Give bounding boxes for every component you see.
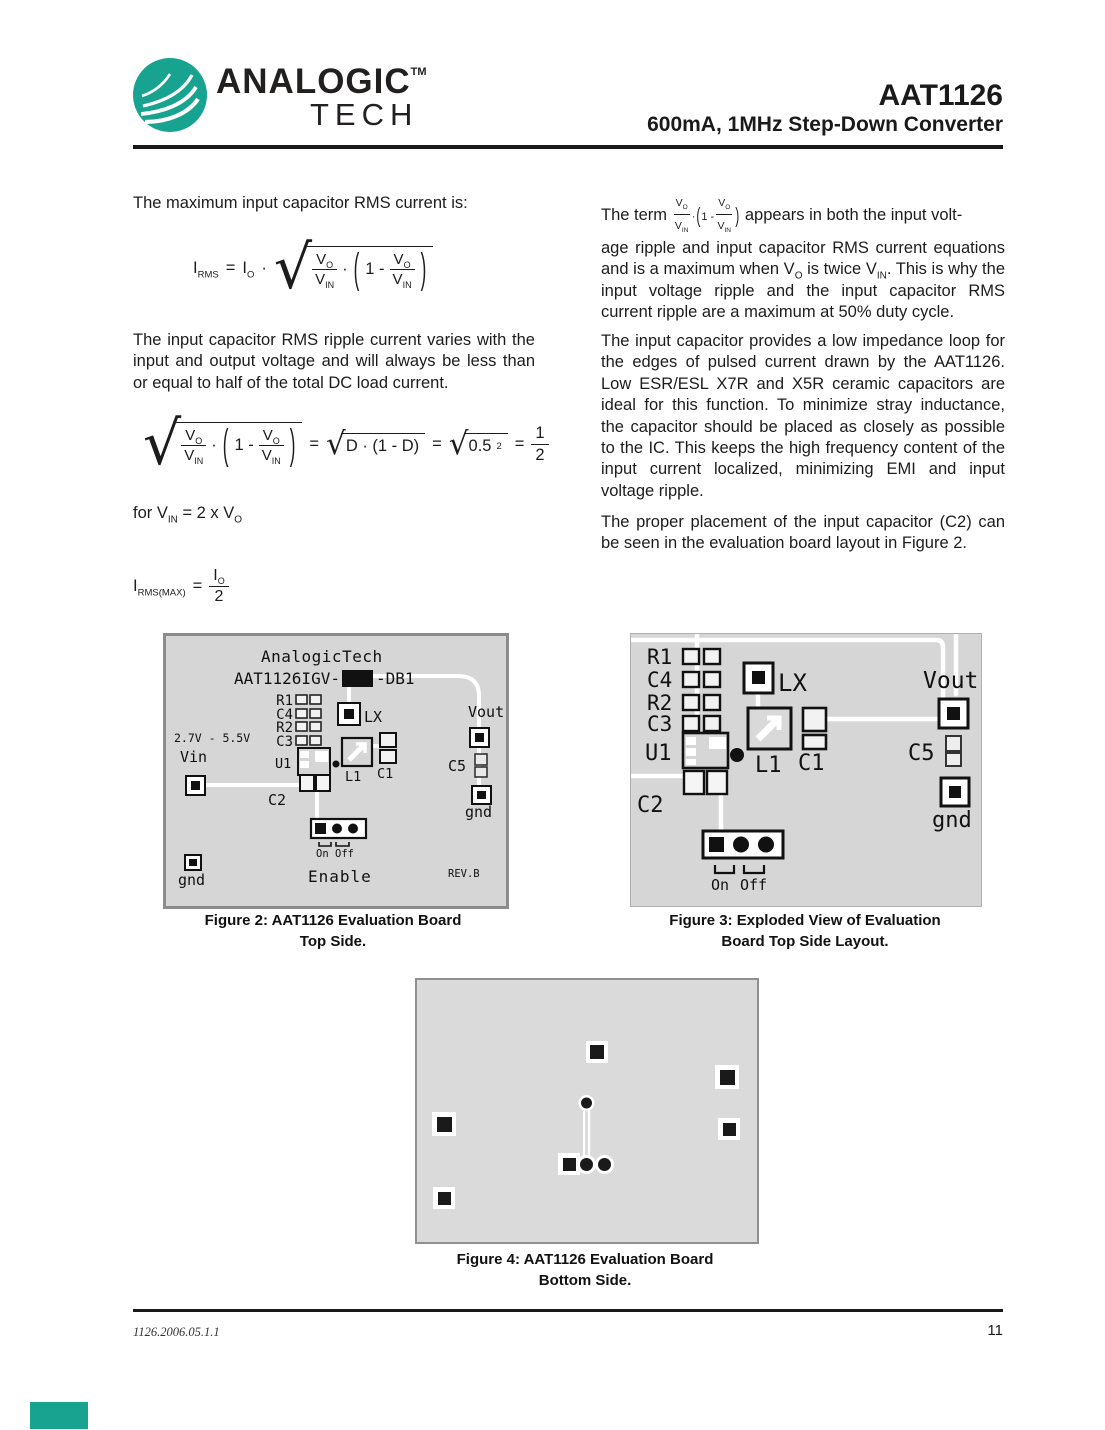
right-column-placement — [601, 512, 1005, 555]
svg-text:C2: C2 — [268, 791, 287, 809]
equation-irms-max: $I_{RMS(MAX)}$ = $\frac{I_O}{2}$ — [133, 567, 229, 606]
paragraph-max-rms-intro: The maximum input capacitor RMS current is: — [133, 194, 468, 212]
condition-line: for $V_{IN} = 2$ x $V_O$ — [133, 504, 243, 526]
svg-text:R2: R2 — [647, 691, 673, 715]
svg-text:L1: L1 — [755, 753, 782, 778]
page-title-part-number: AAT1126 — [878, 79, 1003, 112]
equation-duty-cycle: √ $\frac{V_O}{V_{IN}}$ · ( 1 - $\frac{V_O}{V_{IN}}$ ) = √ D · (1 - D) = √ 0.5 2 = $\frac{1}{2}$ — [143, 422, 549, 468]
svg-text:U1: U1 — [645, 741, 672, 766]
svg-text:C5: C5 — [908, 741, 935, 766]
passive-pads — [683, 649, 720, 731]
enable-header — [308, 819, 372, 886]
fraction-vo-vin: $\frac{V_O}{V_{IN}}$ — [181, 427, 206, 464]
passive-pads — [296, 695, 321, 745]
figure-4-caption: Figure 4: AAT1126 Evaluation Board Bottom Side. — [456, 1251, 714, 1289]
component-labels-left — [647, 645, 672, 736]
figure-2-caption: Figure 2: AAT1126 Evaluation Board Top Side. — [204, 912, 462, 950]
left-column-ripple — [133, 330, 535, 394]
fraction-one-half: $\frac{1}{2}$ — [531, 424, 548, 465]
radical: √ 0.5 2 — [449, 433, 508, 457]
input-range-label: 2.7V - 5.5V — [174, 731, 251, 745]
gnd-testpoint-left — [178, 855, 205, 889]
svg-text:U1: U1 — [275, 756, 292, 772]
vout-testpoint — [468, 703, 504, 747]
page-subtitle: 600mA, 1MHz Step-Down Converter — [647, 113, 1003, 136]
vin-testpoint — [186, 776, 205, 795]
svg-text:R1: R1 — [276, 693, 293, 709]
svg-text:On: On — [316, 848, 329, 860]
svg-text:gnd: gnd — [465, 803, 493, 821]
radical: √ D · (1 - D) — [326, 433, 425, 457]
pin1-via — [333, 761, 340, 768]
board-part-label-pre: AAT1126IGV- — [234, 669, 340, 688]
paragraph-ripple-current: The input capacitor RMS ripple current varies with the input and output voltage and will always be less than or equal to half of the total DC load current. — [133, 331, 535, 392]
component-c5 — [908, 736, 961, 766]
svg-text:C4: C4 — [647, 668, 673, 692]
radical: √ $\frac{V_O}{V_{IN}}$ · ( 1 - $\frac{V_O}{V_{IN}}$ ) — [143, 422, 302, 468]
bottom-side-pads — [432, 1041, 740, 1209]
brand-wordmark-tech: TECH — [310, 97, 419, 132]
document-number: 1126.2006.05.1.1 — [133, 1325, 220, 1339]
revision-label: REV.B — [448, 868, 480, 880]
svg-text:On: On — [711, 876, 730, 894]
svg-text:C3: C3 — [647, 712, 673, 736]
svg-text:LX: LX — [364, 708, 383, 726]
component-u1 — [645, 733, 744, 768]
component-labels-left — [276, 693, 293, 750]
svg-text:LX: LX — [778, 669, 807, 697]
svg-text:C3: C3 — [276, 734, 293, 750]
header-rule — [133, 145, 1003, 149]
brand-wordmark-analogic: ANALOGIC™ — [216, 62, 427, 101]
paragraph-low-impedance: The input capacitor provides a low impedance loop for the edges of pulsed current drawn by the AAT1126. Low ESR/ESL X7R and X5R ceramic capacitors are ideal for this function. To minimize stray inductance, the capacitor should be placed as closely as possible to the IC. This keeps the high frequency content of the input current localized, minimizing EMI and input voltage ripple. — [601, 332, 1005, 500]
gnd-testpoint-right — [465, 786, 492, 821]
equation-irms: $I_{RMS}$ = $I_O$ · √ $\frac{V_O}{V_{IN}}$ · ( 1 - $\frac{V_O}{V_{IN}}$ ) — [193, 246, 433, 292]
board-title: AnalogicTech — [261, 647, 383, 666]
trademark-symbol: TM — [410, 66, 427, 78]
svg-text:C1: C1 — [798, 751, 825, 776]
component-c1 — [377, 733, 396, 782]
inline-expression: $\frac{V_O}{V_{IN}}$ ·(1 - $\frac{V_O}{V_{IN}}$ ) — [672, 206, 741, 224]
page-number: 11 — [987, 1322, 1003, 1339]
svg-text:Vout: Vout — [923, 668, 979, 694]
footer-rule — [133, 1309, 1003, 1312]
right-column-capacitor — [601, 331, 1005, 502]
bottom-side-header — [558, 1153, 614, 1175]
svg-text:R2: R2 — [276, 720, 293, 736]
svg-text:C4: C4 — [276, 707, 293, 723]
fraction-vo-vin: $\frac{V_O}{V_{IN}}$ — [390, 251, 415, 288]
paragraph-term: The term $\frac{V_O}{V_{IN}}$ ·(1 - $\frac{V_O}{V_{IN}}$ ) appears in both the input volt- age ripple and input capacitor RMS current equations and is a maximum when $V_O$ is twice $V_{IN}$. This is why the input voltage ripple and the input capacitor RMS current ripple are a maximum at 50% duty cycle. — [601, 193, 1005, 323]
paragraph-placement: The proper placement of the input capacitor (C2) can be seen in the evaluation board layout in Figure 2. — [601, 513, 1005, 553]
vin-label: Vin — [180, 748, 208, 766]
lx-testpoint — [338, 703, 382, 726]
svg-text:Vout: Vout — [468, 703, 505, 721]
svg-text:C1: C1 — [377, 766, 394, 782]
svg-text:Enable: Enable — [308, 867, 372, 886]
svg-text:Off: Off — [335, 848, 354, 860]
bottom-side-trace — [584, 1110, 589, 1157]
figure-3-caption: Figure 3: Exploded View of Evaluation Board Top Side Layout. — [669, 912, 941, 950]
component-u1 — [275, 748, 340, 775]
footer-accent-bar — [30, 1402, 88, 1429]
enable-header — [703, 831, 783, 894]
gnd-testpoint — [932, 778, 972, 833]
fraction-vo-vin: $\frac{V_O}{V_{IN}}$ — [259, 427, 284, 464]
radical: √ $\frac{V_O}{V_{IN}}$ · ( 1 - $\frac{V_O}{V_{IN}}$ ) — [274, 246, 433, 292]
figure-4-board — [415, 978, 759, 1244]
svg-text:gnd: gnd — [178, 871, 206, 889]
svg-text:gnd: gnd — [932, 808, 972, 833]
analogictech-logo-icon — [132, 57, 208, 133]
lx-testpoint — [744, 663, 807, 697]
component-l1 — [748, 708, 791, 778]
pin1-via — [730, 748, 744, 762]
component-c5 — [448, 754, 487, 777]
svg-text:Off: Off — [740, 876, 768, 894]
component-l1 — [342, 738, 372, 785]
figure-2-board — [163, 633, 509, 909]
svg-text:C2: C2 — [637, 793, 664, 818]
figure-3-board — [630, 633, 982, 907]
right-column — [601, 193, 1005, 323]
part-code-block — [342, 670, 373, 687]
svg-text:C5: C5 — [448, 757, 467, 775]
board-part-label-post: -DB1 — [376, 669, 415, 688]
svg-text:L1: L1 — [345, 769, 362, 785]
fraction-vo-vin: $\frac{V_O}{V_{IN}}$ — [312, 251, 337, 288]
component-c2 — [268, 775, 330, 809]
svg-text:R1: R1 — [647, 645, 673, 669]
fraction-io-2: $\frac{I_O}{2}$ — [209, 567, 228, 606]
pcb-traces — [631, 634, 956, 831]
left-column-intro — [133, 193, 535, 214]
bottom-side-via — [579, 1095, 595, 1111]
component-c1 — [798, 708, 826, 776]
